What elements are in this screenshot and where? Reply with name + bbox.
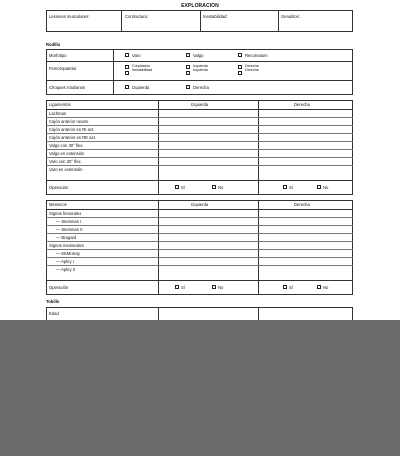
choques-der-checkbox[interactable] [186, 85, 190, 89]
ligamentos-header-der: Derecha [294, 102, 310, 107]
femoro-izq-2-label: Izquierda [193, 68, 208, 72]
form-title: EXPLORACION [181, 3, 219, 9]
lig-row-6: Varo con 30° flex. [49, 159, 82, 164]
men-row-0: Signos femorales [49, 211, 82, 216]
top-cell-inestabilidad: Inestabilidad: [203, 14, 228, 19]
men-row-1: — Steinman I [56, 219, 82, 224]
lig-row-4: Valgo con 30° flex. [49, 143, 84, 148]
lig-op-der-no-label: No [323, 185, 329, 190]
morfotipo-varo-label: Varo [132, 53, 141, 58]
men-row-2: — Steinman II [56, 227, 83, 232]
lig-op-der-si-checkbox[interactable] [283, 185, 287, 189]
femoropatelar-label: Femoropatelar [49, 66, 77, 71]
men-op-izq-si-checkbox[interactable] [175, 285, 179, 289]
choques-der-label: Derecha [193, 85, 209, 90]
lig-row-3: Cajón anterior en RE act. [49, 135, 97, 140]
morfotipo-label: Morfotipo [49, 53, 67, 58]
morfotipo-recurvatum-label: Recurvatum [245, 53, 268, 58]
men-row-7: — Apley II [56, 267, 76, 272]
meniscos-header: Meniscos [49, 202, 67, 207]
femoro-inestabilidad-label: Inestabilidad [132, 68, 153, 72]
section-tobillo: Tobillo [46, 299, 60, 304]
men-op-izq-si-label: Sí [181, 285, 185, 290]
morfotipo-varo-checkbox[interactable] [125, 53, 129, 57]
men-row-4: Signos meniscales [49, 243, 84, 248]
lig-row-1: Cajón anterior neutro [49, 119, 89, 124]
section-rodilla: Rodilla [46, 42, 60, 47]
femoro-izq-1-label: Izquierda [193, 64, 208, 68]
lig-op-izq-no-label: No [218, 185, 224, 190]
femoro-izq-2-checkbox[interactable] [186, 71, 190, 75]
ligamentos-header: Ligamentos [49, 102, 71, 107]
men-operacion-label: Operación [49, 285, 69, 290]
men-op-der-si-label: Sí [289, 285, 293, 290]
men-op-izq-no-checkbox[interactable] [212, 285, 216, 289]
lig-row-0: Lachman [49, 111, 67, 116]
morfotipo-valgo-checkbox[interactable] [186, 53, 190, 57]
femoro-crepitacion-checkbox[interactable] [125, 65, 129, 69]
lig-row-2: Cajón anterior en RI act. [49, 127, 95, 132]
lig-row-5: Valgo en extensión [49, 151, 85, 156]
morfotipo-recurvatum-checkbox[interactable] [238, 53, 242, 57]
femoro-der-2-label: Derecha [245, 68, 259, 72]
men-op-der-si-checkbox[interactable] [283, 285, 287, 289]
ligamentos-header-izq: Izquierda [191, 102, 209, 107]
top-cell-contractura: Contractura: [125, 14, 149, 19]
choques-izq-label: Izquierda [132, 85, 150, 90]
femoro-crepitacion-label: Crepitación [132, 64, 151, 68]
femoro-der-1-checkbox[interactable] [238, 65, 242, 69]
femoro-der-1-label: Derecha [245, 64, 259, 68]
choques-label: Choques rotulianos [49, 85, 86, 90]
femoro-izq-1-checkbox[interactable] [186, 65, 190, 69]
men-row-3: — Bragard [56, 235, 77, 240]
lig-op-izq-no-checkbox[interactable] [212, 185, 216, 189]
top-cell-lesiones: Lesiones musculares: [49, 14, 90, 19]
men-row-6: — Apley I [56, 259, 74, 264]
men-op-der-no-label: No [323, 285, 329, 290]
men-op-izq-no-label: No [218, 285, 224, 290]
top-cell-genulitos: Genulitos: [281, 14, 300, 19]
choques-izq-checkbox[interactable] [125, 85, 129, 89]
tobillo-edad-label: Edad [49, 311, 59, 316]
obscured-region [0, 320, 400, 456]
lig-op-izq-si-label: Sí [181, 185, 185, 190]
lig-operacion-label: Operación [49, 185, 69, 190]
men-row-5: — McMurray [56, 251, 80, 256]
meniscos-header-der: Derecha [294, 202, 310, 207]
lig-op-der-si-label: Sí [289, 185, 293, 190]
femoro-der-2-checkbox[interactable] [238, 71, 242, 75]
lig-row-7: Varo en extensión [49, 167, 83, 172]
lig-op-izq-si-checkbox[interactable] [175, 185, 179, 189]
men-op-der-no-checkbox[interactable] [317, 285, 321, 289]
morfotipo-valgo-label: Valgo [193, 53, 204, 58]
meniscos-header-izq: Izquierda [191, 202, 209, 207]
femoro-inestabilidad-checkbox[interactable] [125, 71, 129, 75]
lig-op-der-no-checkbox[interactable] [317, 185, 321, 189]
